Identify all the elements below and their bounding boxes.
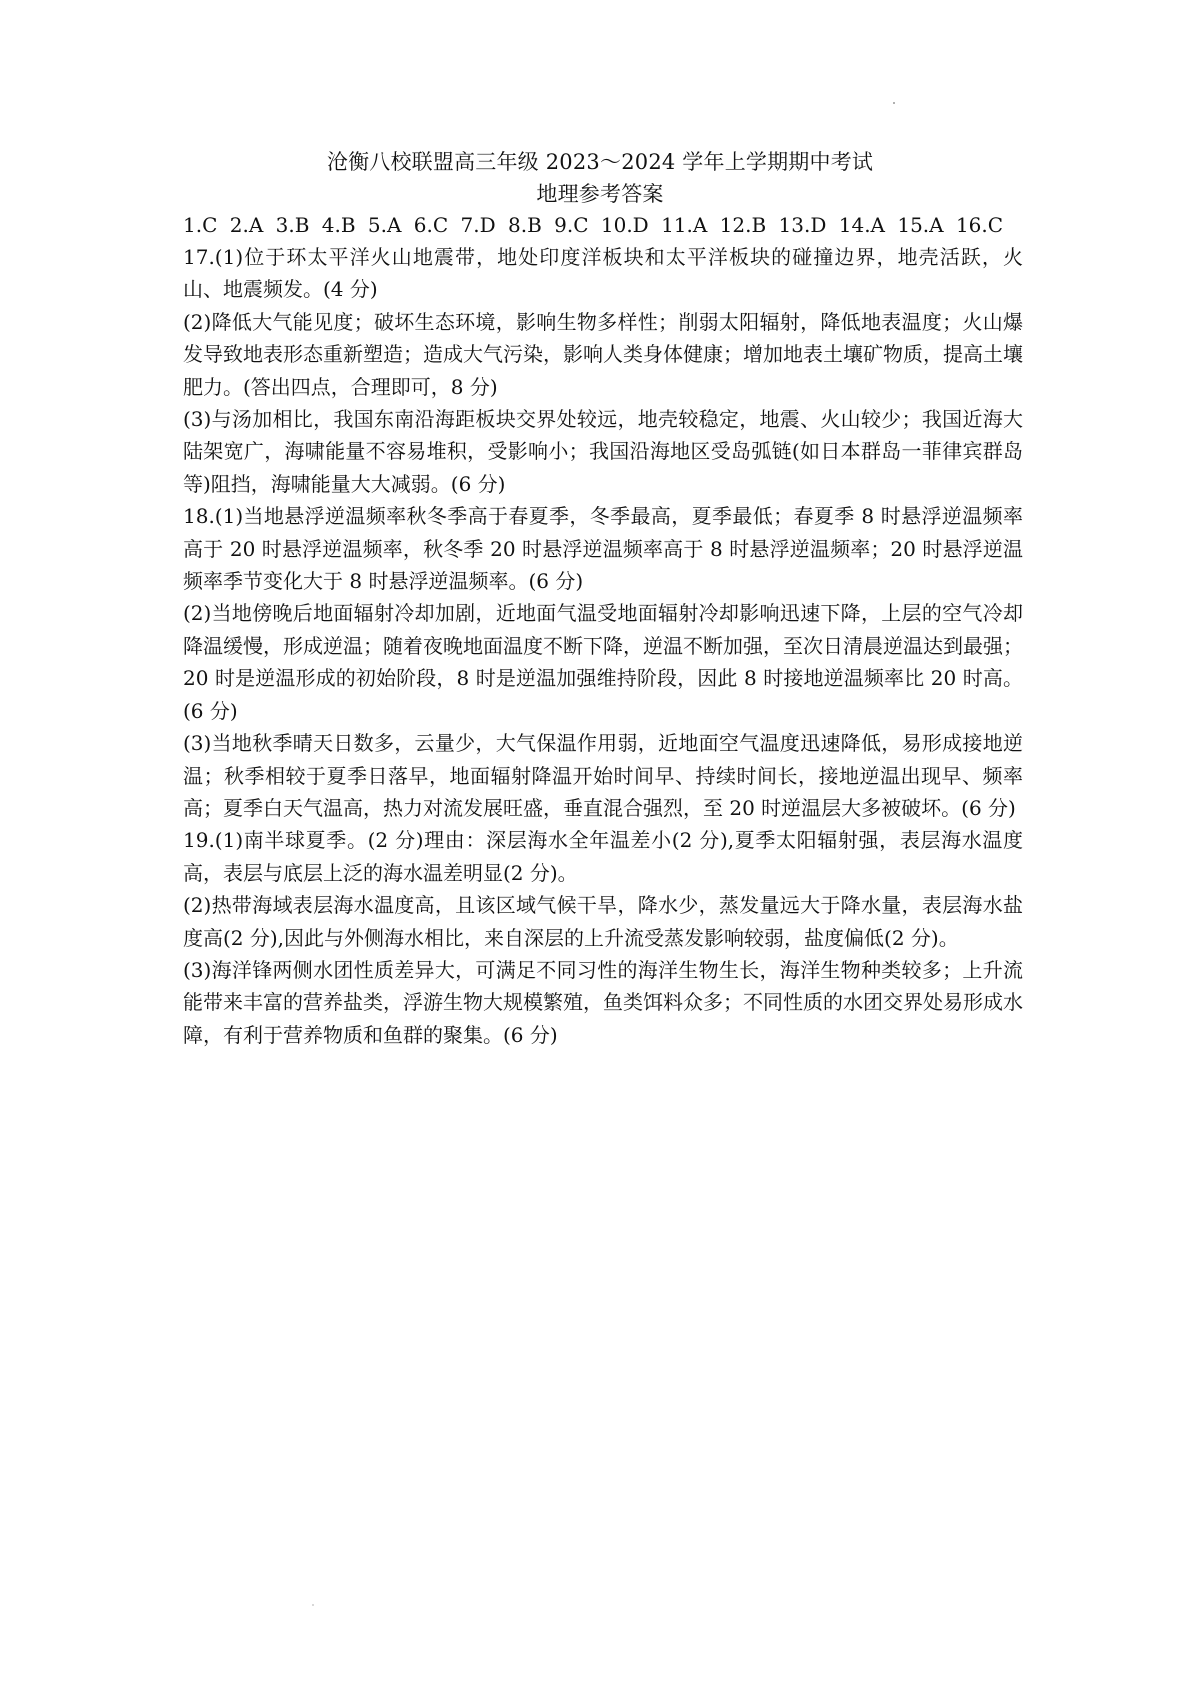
document-header bbox=[0, 146, 1200, 210]
page-title: 沧衡八校联盟高三年级 2023～2024 学年上学期期中考试 bbox=[326, 150, 874, 174]
paragraph: (3)当地秋季晴天日数多，云量少，大气保温作用弱，近地面空气温度迅速降低，易形成接地逆温；秋季相较于夏季日落早，地面辐射降温开始时间早、持续时间长，接地逆温出现早、频率高；夏季白天气温高，热力对流发展旺盛，垂直混合强烈，至 20 时逆温层大多被破坏。(6 分) bbox=[183, 731, 1023, 820]
paragraph: 17.(1)位于环太平洋火山地震带，地处印度洋板块和太平洋板块的碰撞边界，地壳活跃，火山、地震频发。(4 分) bbox=[183, 245, 1023, 302]
paragraph: (2)当地傍晚后地面辐射冷却加剧，近地面气温受地面辐射冷却影响迅速下降，上层的空气冷却降温缓慢，形成逆温；随着夜晚地面温度不断下降，逆温不断加强，至次日清晨逆温达到最强；20 时是逆温形成的初始阶段，8 时是逆温加强维持阶段，因此 8 时接地逆温频率比 20 时高。(6 分) bbox=[183, 601, 1023, 723]
paragraph: 19.(1)南半球夏季。(2 分)理由：深层海水全年温差小(2 分),夏季太阳辐射强，表层海水温度高，表层与底层上泛的海水温差明显(2 分)。 bbox=[183, 828, 1023, 885]
answer-key: 1.C 2.A 3.B 4.B 5.A 6.C 7.D 8.B 9.C 10.D 11.A 12.B 13.D 14.A 15.A 16.C bbox=[183, 213, 1004, 237]
paragraph: (3)与汤加相比，我国东南沿海距板块交界处较远，地壳较稳定，地震、火山较少；我国近海大陆架宽广，海啸能量不容易堆积，受影响小；我国沿海地区受岛弧链(如日本群岛一菲律宾群岛等)阻挡，海啸能量大大减弱。(6 分) bbox=[183, 407, 1023, 496]
paragraph: (2)热带海域表层海水温度高，且该区域气候干旱，降水少，蒸发量远大于降水量，表层海水盐度高(2 分),因此与外侧海水相比，来自深层的上升流受蒸发影响较弱，盐度偏低(2 分)。 bbox=[183, 893, 1023, 950]
page-subtitle: 地理参考答案 bbox=[536, 182, 664, 206]
paragraph: 18.(1)当地悬浮逆温频率秋冬季高于春夏季，冬季最高，夏季最低；春夏季 8 时悬浮逆温频率高于 20 时悬浮逆温频率，秋冬季 20 时悬浮逆温频率高于 8 时悬浮逆温频率；20 时悬浮逆温频率季节变化大于 8 时悬浮逆温频率。(6 分) bbox=[183, 504, 1023, 594]
paragraph: (2)降低大气能见度；破坏生态环境，影响生物多样性；削弱太阳辐射，降低地表温度；火山爆发导致地表形态重新塑造；造成大气污染，影响人类身体健康；增加地表土壤矿物质，提高土壤肥力。(答出四点，合理即可，8 分) bbox=[183, 309, 1023, 399]
scan-speck bbox=[312, 1604, 314, 1606]
document-body bbox=[183, 209, 1023, 1051]
scan-speck bbox=[893, 102, 895, 104]
paragraph: (3)海洋锋两侧水团性质差异大，可满足不同习性的海洋生物生长，海洋生物种类较多；上升流能带来丰富的营养盐类，浮游生物大规模繁殖，鱼类饵料众多；不同性质的水团交界处易形成水障，有利于营养物质和鱼群的聚集。(6 分) bbox=[183, 957, 1023, 1047]
